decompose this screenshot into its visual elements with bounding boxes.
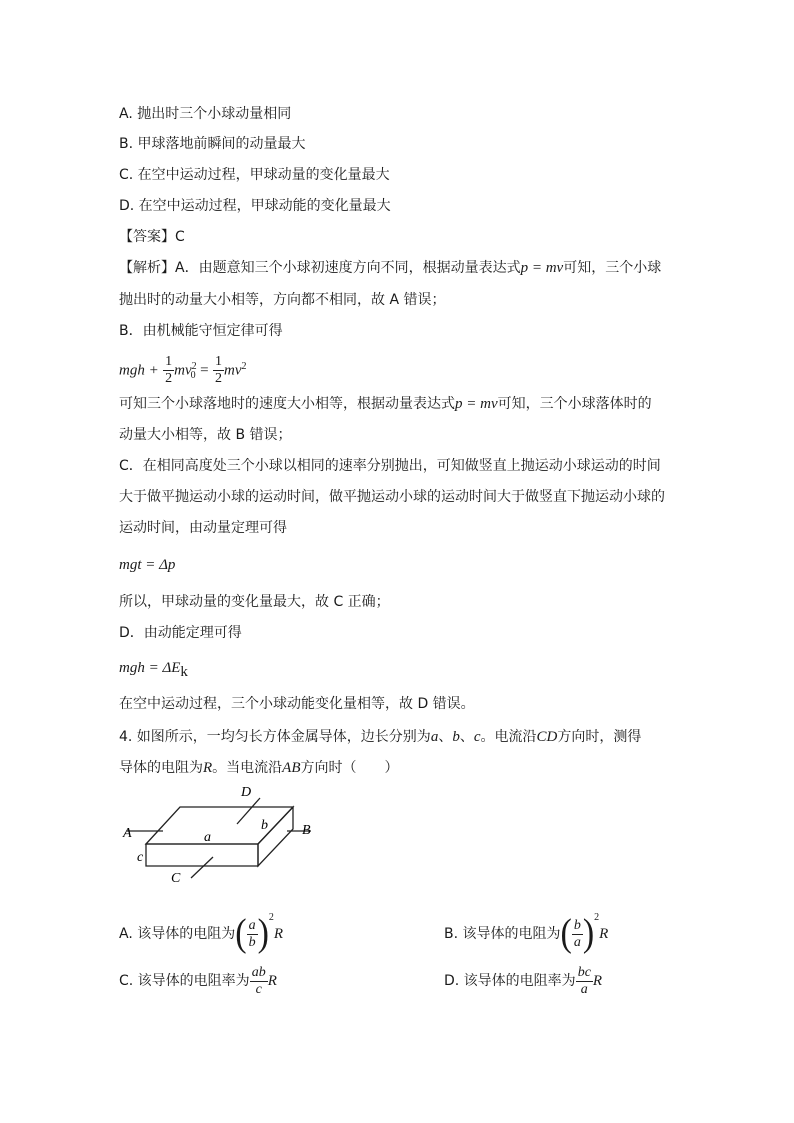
q3-option-c: C. 在空中运动过程，甲球动量的变化量最大: [119, 167, 390, 183]
label-C: C: [171, 871, 181, 884]
label-D: D: [241, 785, 252, 800]
fraction: [572, 918, 583, 951]
momentum-theorem-eq: mgt = Δp: [119, 557, 176, 573]
text: D. 该导体的电阻率为: [444, 973, 576, 989]
lead-c: [191, 857, 213, 878]
text: 。当电流沿: [212, 760, 283, 776]
sub: 0: [190, 370, 196, 382]
label-A: A: [123, 826, 132, 841]
den: 2: [165, 371, 173, 387]
q4-stem-line2: [119, 758, 399, 778]
analysis-b-line1: B．由机械能守恒定律可得: [119, 323, 283, 339]
den: b: [248, 934, 256, 950]
text: B. 该导体的电阻为: [444, 926, 561, 942]
analysis-d-line2: 在空中运动过程，三个小球动能变化量相等，故 D 错误。: [119, 696, 475, 712]
paren: ): [257, 912, 269, 955]
fraction-half: [213, 354, 224, 387]
text: 导体的电阻为: [119, 760, 203, 776]
box-front-face: [146, 844, 258, 866]
answer: 【答案】C: [119, 229, 185, 245]
label-c: c: [137, 850, 144, 865]
label-b: b: [261, 818, 268, 833]
var-r: R: [203, 760, 213, 776]
eq-part: mv: [174, 362, 192, 379]
num: bc: [577, 964, 591, 980]
num: 1: [165, 354, 173, 370]
q4-option-a: [119, 898, 283, 954]
var-r: R: [273, 926, 284, 942]
conductor-diagram: [115, 784, 325, 884]
den: a: [573, 934, 581, 950]
text: 4. 如图所示，一均匀长方体金属导体，边长分别为: [119, 729, 431, 745]
var-a: a: [430, 729, 439, 745]
text: 方向时，测得: [557, 729, 642, 745]
text: 可知，三个小球落体时的: [497, 396, 652, 412]
var-r: R: [267, 973, 277, 989]
analysis-a-line1: [119, 258, 661, 278]
analysis-b-line3: 动量大小相等，故 B 错误；: [119, 427, 292, 443]
var-ab: AB: [282, 760, 301, 776]
var-b: b: [452, 729, 460, 745]
box-top-face: [146, 807, 293, 844]
fraction: [576, 965, 593, 998]
var-r: R: [599, 926, 609, 942]
text: 方向时（ ）: [300, 760, 399, 776]
den: a: [580, 981, 588, 997]
den: 2: [215, 371, 223, 387]
var-cd: CD: [536, 729, 558, 745]
text: A．由题意知三个小球初速度方向不同，根据动量表达式: [175, 260, 521, 276]
q4-option-d: [444, 961, 602, 1001]
analysis-a-line2: 抛出时的动量大小相等，方向都不相同，故 A 错误；: [119, 292, 446, 308]
paren: (: [560, 912, 572, 955]
q4-option-b: [444, 898, 608, 954]
box-side-face: [258, 807, 293, 866]
energy-equation: [119, 350, 247, 393]
label-B: B: [302, 823, 311, 838]
q3-option-a: A. 抛出时三个小球动量相同: [119, 106, 292, 122]
text: 、: [459, 729, 474, 745]
fraction-half: [163, 354, 174, 387]
den: c: [255, 981, 262, 997]
sup: 2: [594, 912, 600, 923]
text: C. 该导体的电阻率为: [119, 973, 250, 989]
analysis-c-line3: 运动时间，由动量定理可得: [119, 520, 287, 536]
eq-part: mgh +: [119, 362, 159, 379]
num: 1: [215, 354, 223, 370]
analysis-c-line1: C．在相同高度处三个小球以相同的速率分别抛出，可知做竖直上抛运动小球运动的时间: [119, 458, 661, 474]
label-a: a: [204, 830, 211, 845]
num: b: [573, 917, 581, 933]
text: A. 该导体的电阻为: [119, 926, 236, 942]
var-c: c: [473, 729, 481, 745]
q3-option-b: B. 甲球落地前瞬间的动量最大: [119, 136, 306, 152]
eq-part: mv: [224, 362, 242, 379]
paren: (: [235, 912, 247, 955]
text: 。电流沿: [480, 729, 537, 745]
analysis-label: 【解析】: [119, 260, 175, 276]
sup: 2: [268, 912, 274, 923]
sup: 2: [191, 361, 197, 372]
text: 可知三个小球落地时的速度大小相等，根据动量表达式: [119, 396, 455, 412]
text: 可知，三个小球: [563, 260, 662, 276]
analysis-b-line2: [119, 394, 652, 414]
q3-option-d: D. 在空中运动过程，甲球动能的变化量最大: [119, 198, 391, 214]
momentum-formula: p = mv: [520, 260, 564, 276]
sub: k: [180, 663, 188, 680]
kinetic-energy-eq: [119, 658, 188, 682]
analysis-c-line4: 所以，甲球动量的变化量最大，故 C 正确；: [119, 594, 390, 610]
num: ab: [251, 964, 266, 980]
var-r: R: [592, 973, 603, 989]
analysis-c-line2: 大于做平抛运动小球的运动时间，做平抛运动小球的运动时间大于做竖直下抛运动小球的: [119, 489, 665, 505]
paren: ): [582, 912, 595, 955]
fraction: [250, 965, 268, 998]
eq-part: =: [200, 362, 209, 379]
text: 、: [438, 729, 453, 745]
analysis-d-line1: D．由动能定理可得: [119, 625, 242, 641]
momentum-formula: p = mv: [455, 396, 498, 412]
eq-part: mgh = ΔE: [119, 660, 181, 676]
q4-option-c: [119, 961, 277, 1001]
q4-stem-line1: [119, 727, 641, 747]
fraction: [247, 918, 258, 951]
lead-d: [237, 798, 260, 824]
sup: 2: [241, 361, 247, 372]
num: a: [248, 917, 256, 933]
